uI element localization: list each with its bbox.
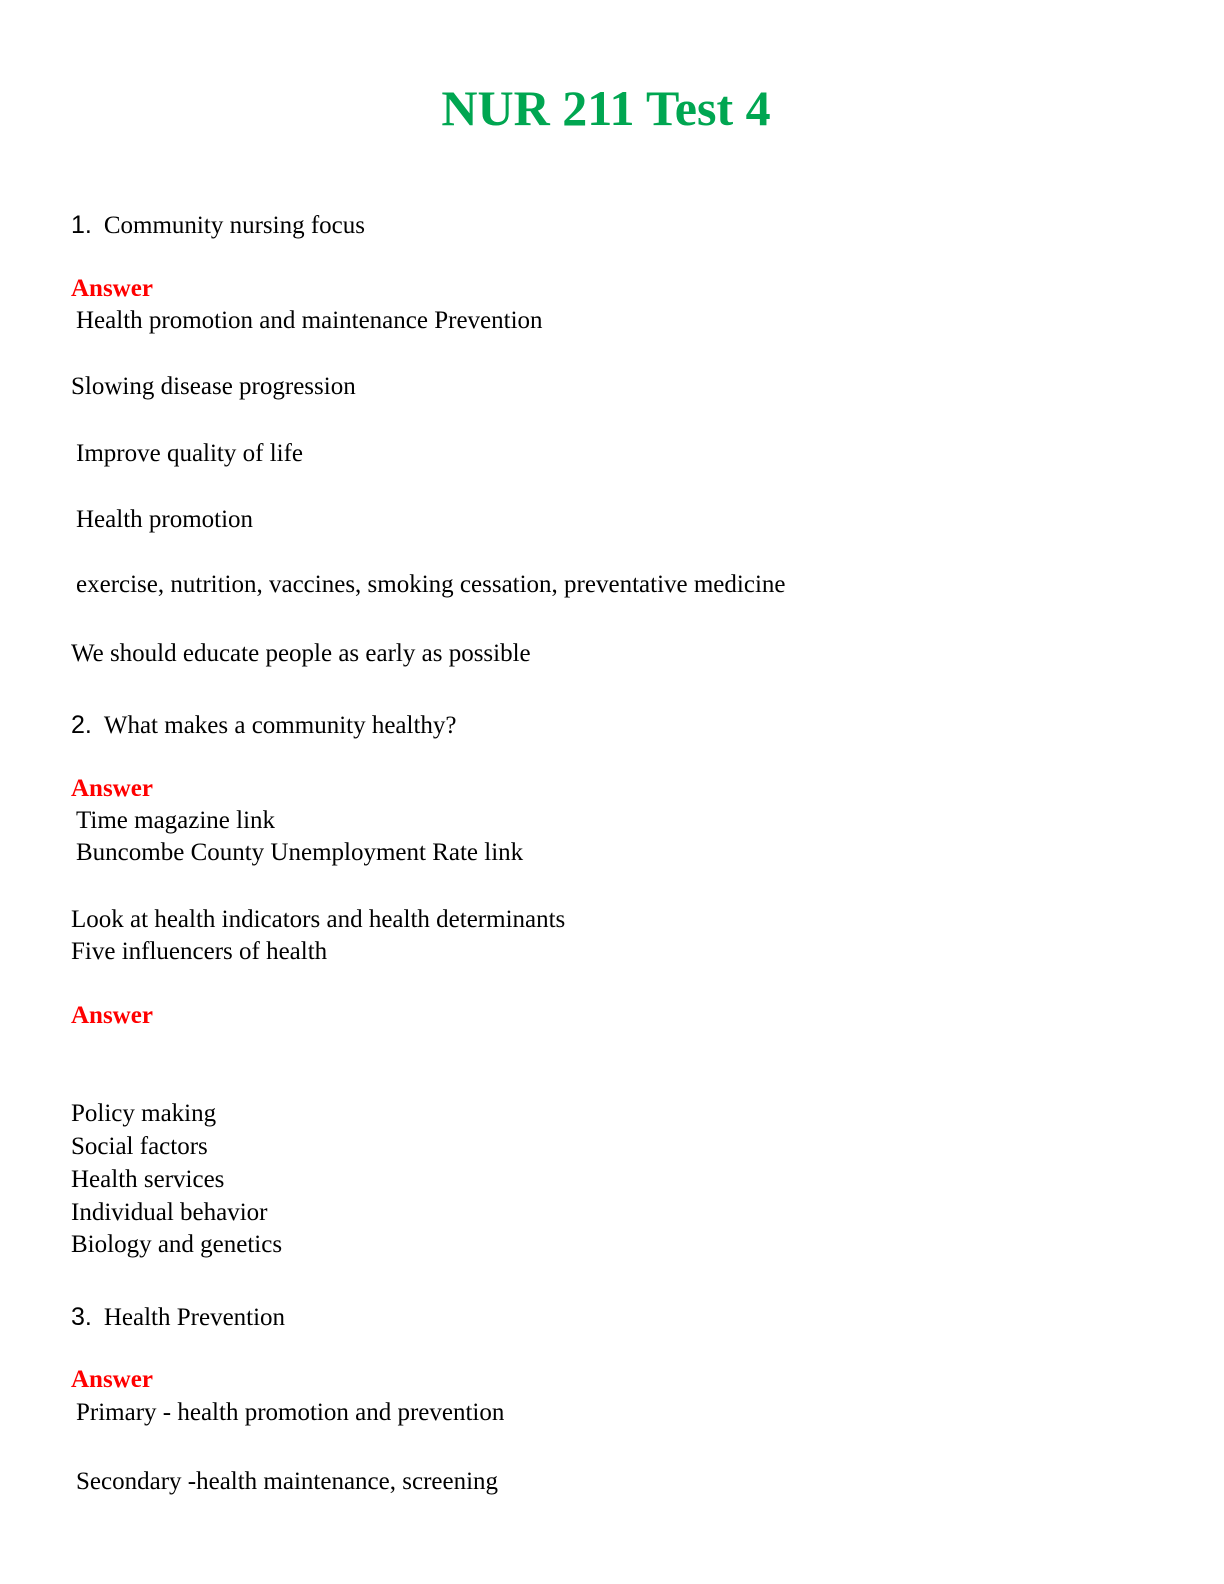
question-number: 3.	[71, 1303, 92, 1331]
question-text: Community nursing focus	[103, 212, 365, 239]
question-number: 1.	[71, 211, 92, 239]
list-item: Social factors	[71, 1133, 208, 1160]
answer-label: Answer	[71, 775, 153, 802]
question-2	[71, 710, 457, 741]
answer-label: Answer	[71, 275, 153, 302]
page-title: NUR 211 Test 4	[441, 80, 771, 136]
answer-line: Health promotion	[76, 506, 254, 533]
answer-line: Buncombe County Unemployment Rate link	[76, 839, 524, 866]
answer-line: We should educate people as early as possible	[71, 640, 531, 667]
answer-label: Answer	[71, 1002, 153, 1029]
question-1	[71, 210, 365, 241]
question-number: 2.	[71, 711, 92, 739]
answer-line: Improve quality of life	[76, 440, 304, 467]
answer-line: Primary - health promotion and prevention	[76, 1399, 505, 1426]
question-3	[71, 1302, 285, 1333]
answer-line: Secondary -health maintenance, screening	[76, 1468, 499, 1495]
list-item: Health services	[71, 1166, 225, 1193]
answer-line: Five influencers of health	[71, 938, 328, 965]
answer-label: Answer	[71, 1366, 153, 1393]
list-item: Biology and genetics	[71, 1231, 283, 1258]
answer-line: Look at health indicators and health determinants	[71, 906, 566, 933]
list-item: Individual behavior	[71, 1199, 268, 1226]
answer-line: Slowing disease progression	[71, 373, 356, 400]
list-item: Policy making	[71, 1100, 217, 1127]
question-text: What makes a community healthy?	[103, 712, 457, 739]
answer-line: Time magazine link	[76, 807, 276, 834]
answer-line: exercise, nutrition, vaccines, smoking cessation, preventative medicine	[76, 571, 786, 598]
answer-line: Health promotion and maintenance Prevention	[76, 307, 543, 334]
question-text: Health Prevention	[103, 1304, 286, 1331]
